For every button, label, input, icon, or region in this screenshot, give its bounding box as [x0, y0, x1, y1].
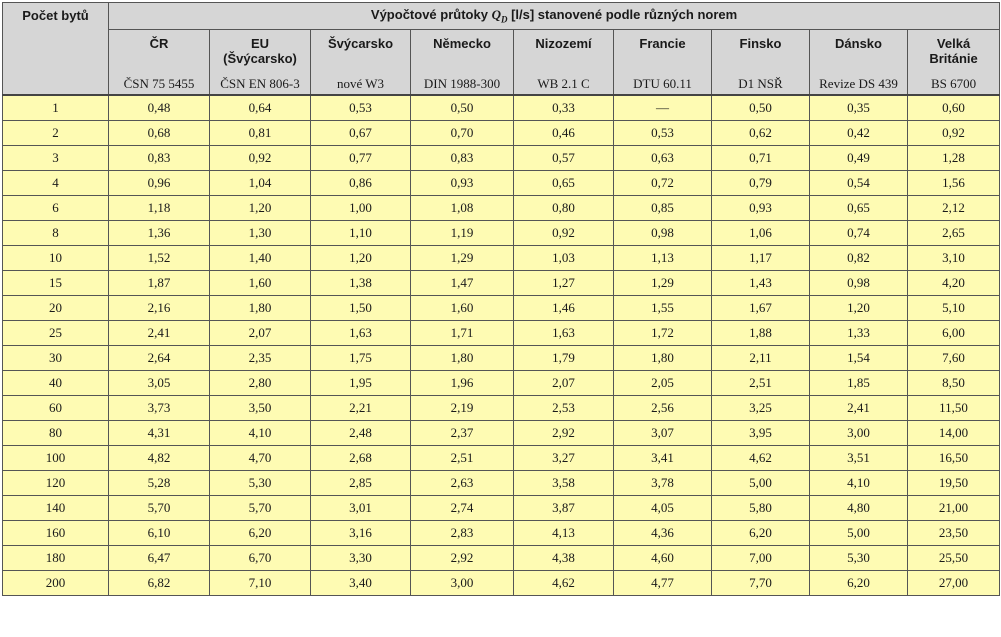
flow-value-cell: 2,51 [411, 446, 514, 471]
flow-value-cell: 1,71 [411, 321, 514, 346]
flow-value-cell: 1,36 [109, 221, 210, 246]
flow-value-cell: 3,07 [614, 421, 712, 446]
flow-value-cell: 1,96 [411, 371, 514, 396]
row-count-cell: 100 [3, 446, 109, 471]
table-row [3, 471, 1000, 496]
flow-value-cell: 0,57 [514, 146, 614, 171]
flow-value-cell: 8,50 [908, 371, 1000, 396]
column-standard: ČSN 75 5455 [123, 76, 195, 91]
flow-value-cell: 1,29 [411, 246, 514, 271]
flow-value-cell: 7,00 [712, 546, 810, 571]
flow-value-cell: 0,63 [614, 146, 712, 171]
flow-value-cell: 4,62 [712, 446, 810, 471]
table-row [3, 271, 1000, 296]
flow-value-cell: 0,48 [109, 95, 210, 121]
flow-value-cell: 1,00 [311, 196, 411, 221]
flow-value-cell: 0,86 [311, 171, 411, 196]
flow-value-cell: 2,07 [210, 321, 311, 346]
flow-value-cell: 2,12 [908, 196, 1000, 221]
table-row [3, 571, 1000, 596]
flow-value-cell: 0,92 [514, 221, 614, 246]
flow-value-cell: 1,80 [411, 346, 514, 371]
flow-value-cell: 6,20 [712, 521, 810, 546]
table-row [3, 371, 1000, 396]
flow-value-cell: 0,60 [908, 95, 1000, 121]
column-standard: nové W3 [336, 76, 385, 91]
column-standard: D1 NSŘ [738, 76, 783, 91]
flow-value-cell: 3,30 [311, 546, 411, 571]
flow-value-cell: 2,21 [311, 396, 411, 421]
flow-value-cell: 21,00 [908, 496, 1000, 521]
flow-value-cell: 2,68 [311, 446, 411, 471]
flow-value-cell: 3,73 [109, 396, 210, 421]
flow-value-cell: 2,51 [712, 371, 810, 396]
table-row [3, 246, 1000, 271]
flow-value-cell: 2,19 [411, 396, 514, 421]
table-row [3, 196, 1000, 221]
row-count-cell: 200 [3, 571, 109, 596]
flow-value-cell: 6,70 [210, 546, 311, 571]
flow-value-cell: 2,83 [411, 521, 514, 546]
count-column-header [3, 3, 109, 96]
table-row [3, 95, 1000, 121]
flow-value-cell: 0,71 [712, 146, 810, 171]
flow-value-cell: 5,70 [210, 496, 311, 521]
flow-value-cell: 4,31 [109, 421, 210, 446]
row-count-cell: 8 [3, 221, 109, 246]
column-header [810, 30, 908, 96]
flow-value-cell: 1,54 [810, 346, 908, 371]
flow-value-cell: 0,70 [411, 121, 514, 146]
table-row [3, 321, 1000, 346]
flow-value-cell: 1,03 [514, 246, 614, 271]
flow-value-cell: 7,70 [712, 571, 810, 596]
flow-value-cell: 1,30 [210, 221, 311, 246]
flow-value-cell: 0,77 [311, 146, 411, 171]
flow-value-cell: 1,38 [311, 271, 411, 296]
flow-rate-table [2, 2, 1000, 596]
flow-value-cell: 3,25 [712, 396, 810, 421]
flow-value-cell: 1,04 [210, 171, 311, 196]
flow-value-cell: 2,41 [109, 321, 210, 346]
flow-value-cell: 0,67 [311, 121, 411, 146]
flow-value-cell: 3,87 [514, 496, 614, 521]
column-header [210, 30, 311, 96]
flow-value-cell: 1,80 [614, 346, 712, 371]
flow-value-cell: 0,83 [109, 146, 210, 171]
flow-value-cell: 1,20 [311, 246, 411, 271]
flow-value-cell: 5,30 [210, 471, 311, 496]
table-row [3, 496, 1000, 521]
flow-value-cell: 2,11 [712, 346, 810, 371]
flow-value-cell: 19,50 [908, 471, 1000, 496]
column-name: Nizozemí [535, 36, 592, 51]
table-header [3, 3, 1000, 96]
flow-value-cell: 4,38 [514, 546, 614, 571]
flow-value-cell: — [614, 95, 712, 121]
flow-value-cell: 2,35 [210, 346, 311, 371]
flow-value-cell: 3,00 [411, 571, 514, 596]
column-name: ČR [149, 36, 169, 51]
flow-value-cell: 2,07 [514, 371, 614, 396]
flow-value-cell: 6,20 [810, 571, 908, 596]
flow-value-cell: 5,00 [712, 471, 810, 496]
table-row [3, 121, 1000, 146]
table-row [3, 346, 1000, 371]
flow-value-cell: 0,83 [411, 146, 514, 171]
flow-value-cell: 2,48 [311, 421, 411, 446]
column-name: Německo [433, 36, 491, 51]
flow-value-cell: 0,33 [514, 95, 614, 121]
flow-value-cell: 1,63 [514, 321, 614, 346]
flow-value-cell: 1,79 [514, 346, 614, 371]
column-name: EU (Švýcarsko) [223, 36, 297, 66]
flow-value-cell: 3,10 [908, 246, 1000, 271]
flow-value-cell: 1,40 [210, 246, 311, 271]
flow-value-cell: 0,96 [109, 171, 210, 196]
column-header [109, 30, 210, 96]
flow-value-cell: 6,00 [908, 321, 1000, 346]
title-symbol [491, 7, 508, 25]
flow-value-cell: 1,17 [712, 246, 810, 271]
flow-value-cell: 2,92 [411, 546, 514, 571]
flow-value-cell: 0,68 [109, 121, 210, 146]
flow-value-cell: 4,70 [210, 446, 311, 471]
flow-value-cell: 3,00 [810, 421, 908, 446]
flow-value-cell: 1,56 [908, 171, 1000, 196]
flow-value-cell: 3,27 [514, 446, 614, 471]
column-header [311, 30, 411, 96]
table-row [3, 146, 1000, 171]
flow-value-cell: 0,64 [210, 95, 311, 121]
column-header [514, 30, 614, 96]
flow-value-cell: 1,75 [311, 346, 411, 371]
flow-value-cell: 3,50 [210, 396, 311, 421]
flow-value-cell: 5,10 [908, 296, 1000, 321]
flow-value-cell: 1,33 [810, 321, 908, 346]
flow-value-cell: 4,10 [810, 471, 908, 496]
flow-value-cell: 2,05 [614, 371, 712, 396]
column-header [908, 30, 1000, 96]
flow-value-cell: 1,13 [614, 246, 712, 271]
flow-value-cell: 3,40 [311, 571, 411, 596]
flow-value-cell: 0,72 [614, 171, 712, 196]
flow-value-cell: 3,01 [311, 496, 411, 521]
flow-value-cell: 4,77 [614, 571, 712, 596]
flow-value-cell: 0,35 [810, 95, 908, 121]
flow-value-cell: 5,80 [712, 496, 810, 521]
flow-value-cell: 1,80 [210, 296, 311, 321]
flow-value-cell: 0,98 [614, 221, 712, 246]
column-standard: DIN 1988-300 [423, 76, 501, 91]
flow-value-cell: 0,81 [210, 121, 311, 146]
row-count-cell: 30 [3, 346, 109, 371]
flow-value-cell: 2,80 [210, 371, 311, 396]
flow-value-cell: 0,85 [614, 196, 712, 221]
column-header [614, 30, 712, 96]
flow-value-cell: 1,43 [712, 271, 810, 296]
flow-value-cell: 3,58 [514, 471, 614, 496]
row-count-cell: 140 [3, 496, 109, 521]
flow-value-cell: 0,93 [411, 171, 514, 196]
column-name: Dánsko [835, 36, 882, 51]
flow-value-cell: 4,80 [810, 496, 908, 521]
flow-value-cell: 0,42 [810, 121, 908, 146]
flow-value-cell: 3,78 [614, 471, 712, 496]
flow-value-cell: 16,50 [908, 446, 1000, 471]
flow-value-cell: 2,41 [810, 396, 908, 421]
title-prefix: Výpočtové průtoky [370, 7, 488, 23]
flow-value-cell: 1,19 [411, 221, 514, 246]
flow-value-cell: 4,20 [908, 271, 1000, 296]
flow-value-cell: 0,50 [411, 95, 514, 121]
flow-value-cell: 4,13 [514, 521, 614, 546]
flow-value-cell: 1,63 [311, 321, 411, 346]
flow-value-cell: 1,18 [109, 196, 210, 221]
flow-value-cell: 3,16 [311, 521, 411, 546]
flow-value-cell: 2,85 [311, 471, 411, 496]
row-count-cell: 60 [3, 396, 109, 421]
column-standard: ČSN EN 806-3 [220, 76, 300, 91]
flow-value-cell: 7,60 [908, 346, 1000, 371]
header-row-title [3, 3, 1000, 30]
flow-value-cell: 6,47 [109, 546, 210, 571]
flow-value-cell: 2,56 [614, 396, 712, 421]
column-name: Francie [639, 36, 686, 51]
row-count-cell: 3 [3, 146, 109, 171]
table-row [3, 421, 1000, 446]
row-count-cell: 40 [3, 371, 109, 396]
flow-value-cell: 0,92 [908, 121, 1000, 146]
flow-value-cell: 0,74 [810, 221, 908, 246]
flow-value-cell: 25,50 [908, 546, 1000, 571]
flow-value-cell: 14,00 [908, 421, 1000, 446]
column-header [712, 30, 810, 96]
flow-value-cell: 4,36 [614, 521, 712, 546]
flow-value-cell: 1,08 [411, 196, 514, 221]
row-count-cell: 4 [3, 171, 109, 196]
table-body [3, 95, 1000, 596]
flow-value-cell: 11,50 [908, 396, 1000, 421]
flow-value-cell: 3,95 [712, 421, 810, 446]
row-count-cell: 120 [3, 471, 109, 496]
column-name: Velká Británie [929, 36, 978, 66]
table-title [109, 3, 1000, 30]
flow-value-cell: 0,46 [514, 121, 614, 146]
column-standard: BS 6700 [930, 76, 977, 91]
flow-value-cell: 0,93 [712, 196, 810, 221]
flow-value-cell: 1,50 [311, 296, 411, 321]
flow-value-cell: 5,70 [109, 496, 210, 521]
flow-value-cell: 1,06 [712, 221, 810, 246]
flow-value-cell: 1,20 [810, 296, 908, 321]
row-count-cell: 1 [3, 95, 109, 121]
flow-rate-table-container [2, 2, 999, 596]
row-count-cell: 6 [3, 196, 109, 221]
column-header [411, 30, 514, 96]
flow-value-cell: 4,05 [614, 496, 712, 521]
row-count-cell: 160 [3, 521, 109, 546]
row-count-cell: 180 [3, 546, 109, 571]
flow-value-cell: 0,80 [514, 196, 614, 221]
table-row [3, 521, 1000, 546]
flow-value-cell: 6,20 [210, 521, 311, 546]
flow-value-cell: 2,74 [411, 496, 514, 521]
flow-value-cell: 1,60 [210, 271, 311, 296]
flow-value-cell: 1,55 [614, 296, 712, 321]
column-standard: Revize DS 439 [819, 76, 898, 91]
flow-value-cell: 2,65 [908, 221, 1000, 246]
flow-value-cell: 0,82 [810, 246, 908, 271]
title-symbol-letter: Q [491, 7, 501, 23]
flow-value-cell: 0,49 [810, 146, 908, 171]
flow-value-cell: 3,05 [109, 371, 210, 396]
column-name: Švýcarsko [327, 36, 394, 51]
flow-value-cell: 4,60 [614, 546, 712, 571]
flow-value-cell: 2,63 [411, 471, 514, 496]
flow-value-cell: 7,10 [210, 571, 311, 596]
flow-value-cell: 0,62 [712, 121, 810, 146]
flow-value-cell: 1,20 [210, 196, 311, 221]
flow-value-cell: 4,82 [109, 446, 210, 471]
row-count-cell: 10 [3, 246, 109, 271]
row-count-cell: 15 [3, 271, 109, 296]
flow-value-cell: 23,50 [908, 521, 1000, 546]
row-count-cell: 2 [3, 121, 109, 146]
table-row [3, 171, 1000, 196]
flow-value-cell: 0,65 [810, 196, 908, 221]
flow-value-cell: 1,87 [109, 271, 210, 296]
row-count-cell: 25 [3, 321, 109, 346]
flow-value-cell: 1,46 [514, 296, 614, 321]
flow-value-cell: 2,92 [514, 421, 614, 446]
flow-value-cell: 1,88 [712, 321, 810, 346]
flow-value-cell: 0,65 [514, 171, 614, 196]
flow-value-cell: 27,00 [908, 571, 1000, 596]
flow-value-cell: 5,30 [810, 546, 908, 571]
flow-value-cell: 0,92 [210, 146, 311, 171]
table-row [3, 396, 1000, 421]
count-label: Počet bytů [22, 8, 89, 23]
flow-value-cell: 3,41 [614, 446, 712, 471]
flow-value-cell: 0,54 [810, 171, 908, 196]
flow-value-cell: 1,29 [614, 271, 712, 296]
flow-value-cell: 1,28 [908, 146, 1000, 171]
row-count-cell: 80 [3, 421, 109, 446]
column-standard: DTU 60.11 [633, 76, 692, 91]
flow-value-cell: 4,10 [210, 421, 311, 446]
table-row [3, 296, 1000, 321]
flow-value-cell: 5,28 [109, 471, 210, 496]
flow-value-cell: 0,50 [712, 95, 810, 121]
row-count-cell: 20 [3, 296, 109, 321]
flow-value-cell: 6,82 [109, 571, 210, 596]
table-row [3, 221, 1000, 246]
flow-value-cell: 2,37 [411, 421, 514, 446]
table-row [3, 546, 1000, 571]
flow-value-cell: 0,79 [712, 171, 810, 196]
flow-value-cell: 3,51 [810, 446, 908, 471]
flow-value-cell: 1,27 [514, 271, 614, 296]
flow-value-cell: 1,67 [712, 296, 810, 321]
flow-value-cell: 2,53 [514, 396, 614, 421]
flow-value-cell: 0,53 [614, 121, 712, 146]
flow-value-cell: 0,98 [810, 271, 908, 296]
table-row [3, 446, 1000, 471]
flow-value-cell: 0,53 [311, 95, 411, 121]
column-name: Finsko [739, 36, 782, 51]
flow-value-cell: 2,64 [109, 346, 210, 371]
flow-value-cell: 6,10 [109, 521, 210, 546]
title-suffix: [l/s] stanovené podle různých norem [511, 7, 738, 23]
title-symbol-subscript: D [500, 14, 508, 25]
flow-value-cell: 4,62 [514, 571, 614, 596]
flow-value-cell: 1,85 [810, 371, 908, 396]
flow-value-cell: 1,60 [411, 296, 514, 321]
flow-value-cell: 2,16 [109, 296, 210, 321]
header-row-columns [3, 30, 1000, 96]
flow-value-cell: 1,95 [311, 371, 411, 396]
flow-value-cell: 1,47 [411, 271, 514, 296]
flow-value-cell: 1,10 [311, 221, 411, 246]
column-standard: WB 2.1 C [537, 76, 590, 91]
flow-value-cell: 5,00 [810, 521, 908, 546]
flow-value-cell: 1,52 [109, 246, 210, 271]
flow-value-cell: 1,72 [614, 321, 712, 346]
